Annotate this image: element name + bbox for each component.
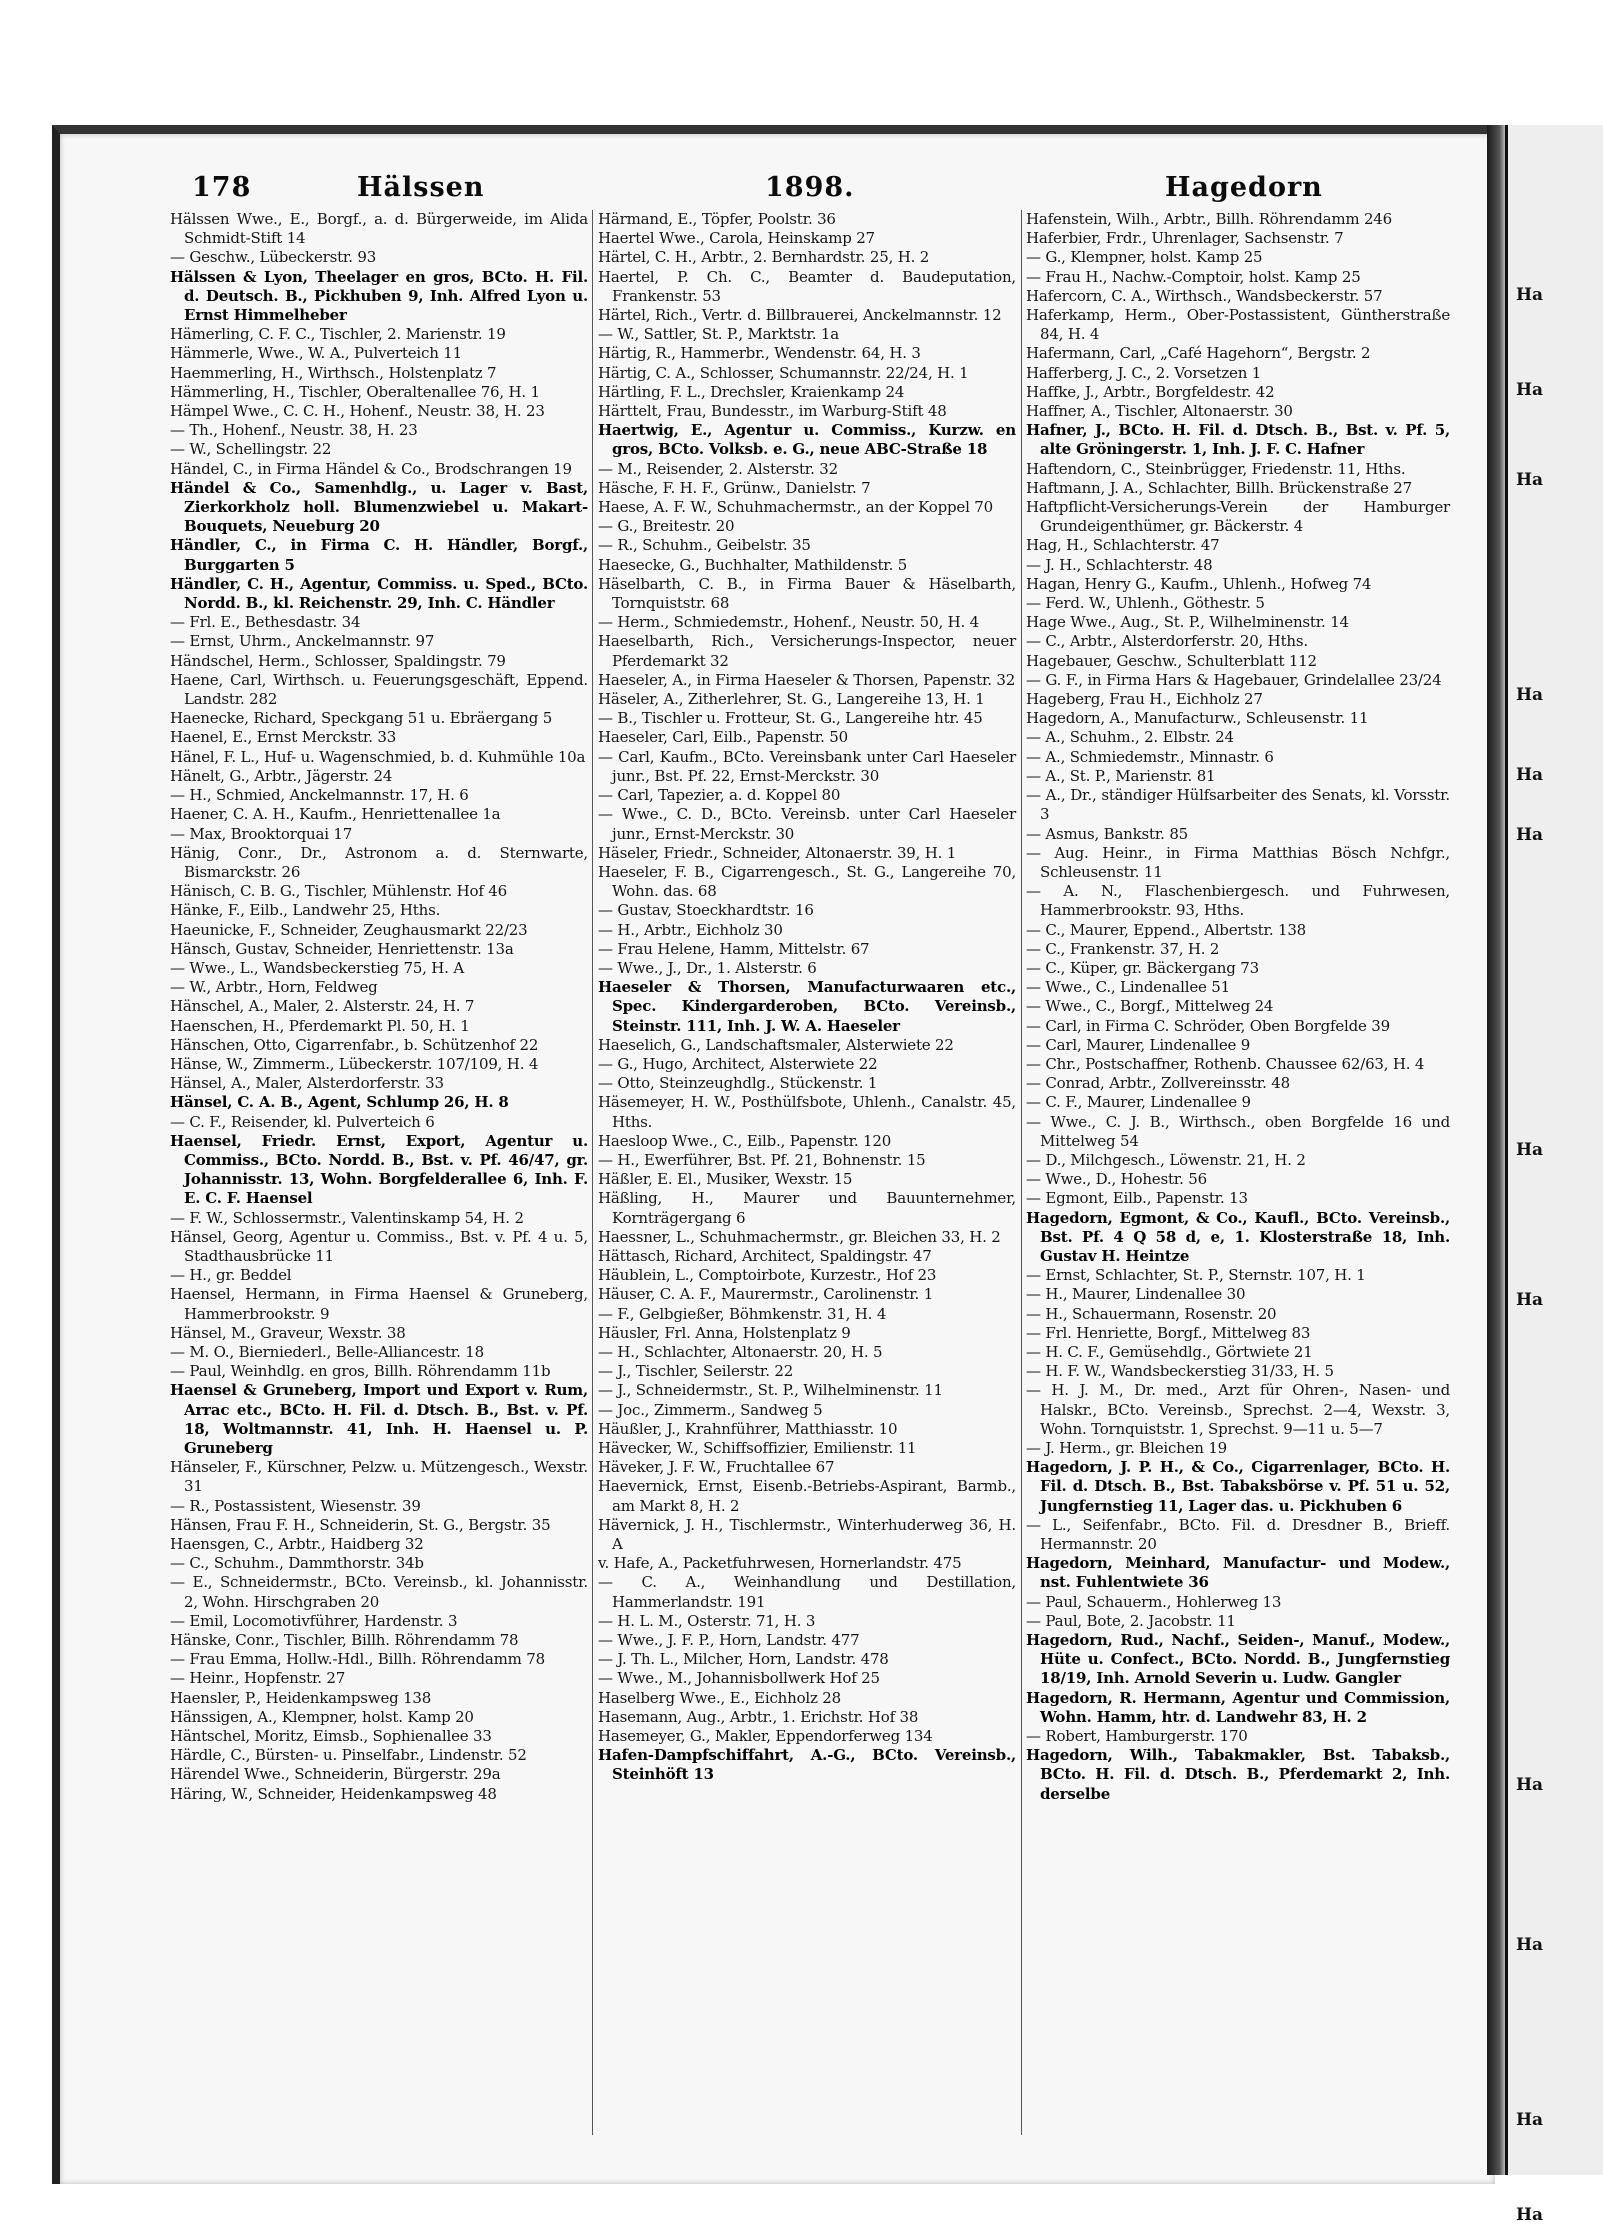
directory-entry: Hänsen, Frau F. H., Schneiderin, St. G., Bergstr. 35: [170, 1515, 551, 1534]
adjacent-page-fragment: Ha: [1516, 1140, 1544, 1160]
directory-entry: Härmand, E., Töpfer, Poolstr. 36: [598, 210, 836, 228]
directory-entry: Häublein, L., Comptoirbote, Kurzestr., Hof 23: [598, 1266, 937, 1285]
directory-entry: Haensgen, C., Arbtr., Haidberg 32: [170, 1535, 424, 1554]
directory-entry: — C., Küper, gr. Bäckergang 73: [1026, 958, 1259, 977]
directory-entry: — Th., Hohenf., Neustr. 38, H. 23: [170, 421, 418, 440]
directory-entry: Haenschen, H., Pferdemarkt Pl. 50, H. 1: [170, 1016, 470, 1035]
directory-entry: — G., Breitestr. 20: [598, 517, 735, 536]
directory-entry: Hämpel Wwe., C. C. H., Hohenf., Neustr. 38, H. 23: [170, 402, 545, 421]
directory-entry: — C. A., Weinhandlung und Destillation, Hammerlandstr. 191: [598, 1573, 1016, 1611]
directory-entry: — H. L. M., Osterstr. 71, H. 3: [598, 1611, 816, 1630]
directory-entry: Haeseler, Carl, Eilb., Papenstr. 50: [598, 728, 848, 747]
directory-entry: Hagedorn, R. Hermann, Agentur und Commission, Wohn. Hamm, htr. d. Landwehr 83, H. 2: [1026, 1688, 1450, 1726]
directory-entry: — W., Sattler, St. P., Marktstr. 1a: [598, 325, 839, 344]
directory-entry: — H. F. W., Wandsbeckerstieg 31/33, H. 5: [1026, 1362, 1334, 1381]
directory-entry: Hagedorn, Wilh., Tabakmakler, Bst. Tabaksb., BCto. H. Fil. d. Dtsch. B., Pferdemarkt 2, Inh. derselbe: [1026, 1746, 1450, 1803]
directory-entry: — Ernst, Schlachter, St. P., Sternstr. 107, H. 1: [1026, 1266, 1366, 1285]
adjacent-page-fragment: Ha: [1516, 685, 1544, 705]
directory-entry: Haenel, E., Ernst Merckstr. 33: [170, 728, 397, 747]
directory-entry: Hafercorn, C. A., Wirthsch., Wandsbeckerstr. 57: [1026, 286, 1383, 305]
directory-entry: — Emil, Locomotivführer, Hardenstr. 3: [170, 1611, 458, 1630]
header-left-keyword: Hälssen: [357, 172, 485, 203]
directory-entry: — Carl, in Firma C. Schröder, Oben Borgfelde 39: [1026, 1016, 1390, 1035]
directory-entry: — R., Schuhm., Geibelstr. 35: [598, 536, 811, 555]
directory-entry: Haeselich, G., Landschaftsmaler, Alsterwiete 22: [598, 1035, 954, 1054]
directory-entry: — G. F., in Firma Hars & Hagebauer, Grindelallee 23/24: [1026, 670, 1442, 689]
directory-entry: — Paul, Bote, 2. Jacobstr. 11: [1026, 1611, 1236, 1630]
adjacent-page-fragment: Ha: [1516, 470, 1544, 490]
directory-entry: Hänschel, A., Maler, 2. Alsterstr. 24, H. 7: [170, 997, 475, 1016]
directory-entry: — Herm., Schmiedemstr., Hohenf., Neustr. 50, H. 4: [598, 613, 979, 632]
directory-entry: Hänsch, Gustav, Schneider, Henriettenstr. 13a: [170, 939, 514, 958]
directory-entry: — A., Dr., ständiger Hülfsarbeiter des Senats, kl. Vorsstr. 3: [1026, 786, 1450, 824]
directory-entry: — L., Seifenfabr., BCto. Fil. d. Dresdner B., Brieff. Hermannstr. 20: [1026, 1515, 1450, 1554]
directory-entry: — Gustav, Stoeckhardtstr. 16: [598, 901, 814, 920]
directory-entry: — G., Klempner, holst. Kamp 25: [1026, 248, 1263, 267]
directory-entry: — Frl. Henriette, Borgf., Mittelweg 83: [1026, 1323, 1311, 1342]
directory-entry: — B., Tischler u. Frotteur, St. G., Langereihe htr. 45: [598, 709, 983, 728]
directory-entry: — E., Schneidermstr., BCto. Vereinsb., kl. Johannisstr. 2, Wohn. Hirschgraben 20: [170, 1573, 588, 1611]
directory-entry: Haene, Carl, Wirthsch. u. Feuerungsgeschäft, Eppend. Landstr. 282: [170, 670, 588, 709]
directory-entry: — Chr., Postschaffner, Rothenb. Chaussee 62/63, H. 4: [1026, 1054, 1425, 1073]
directory-entry: Haensel & Gruneberg, Import und Export v. Rum, Arrac etc., BCto. H. Fil. d. Dtsch. B., Bst. v. Pf. 18, Woltmannstr. 41, Inh. H. Haensel u. P. Gruneberg: [170, 1381, 588, 1457]
directory-entry: — H. J. M., Dr. med., Arzt für Ohren-, Nasen- und Halskr., BCto. Vereinsb., Sprechst. 2—4, Wexstr. 3, Wohn. Tornquiststr. 1, Sprechst. 9—11 u. 5—7: [1026, 1381, 1450, 1438]
directory-entry: — F. W., Schlossermstr., Valentinskamp 54, H. 2: [170, 1208, 524, 1227]
column-divider: [1021, 210, 1022, 2135]
directory-entry: — J., Schneidermstr., St. P., Wilhelminenstr. 11: [598, 1381, 943, 1400]
directory-entry: Hättasch, Richard, Architect, Spaldingstr. 47: [598, 1246, 932, 1265]
directory-entry: — Robert, Hamburgerstr. 170: [1026, 1727, 1248, 1746]
directory-column-2: [598, 210, 1016, 2160]
directory-entry: — H., Arbtr., Eichholz 30: [598, 920, 783, 939]
directory-entry: Hag, H., Schlachterstr. 47: [1026, 536, 1220, 555]
directory-entry: Hänsel, A., Maler, Alsterdorferstr. 33: [170, 1074, 444, 1093]
adjacent-page-fragment: Ha: [1516, 2110, 1544, 2130]
directory-entry: — W., Schellingstr. 22: [170, 440, 332, 459]
directory-entry: Haeseler, A., in Firma Haeseler & Thorsen, Papenstr. 32: [598, 670, 1016, 689]
directory-entry: Hänelt, G., Arbtr., Jägerstr. 24: [170, 766, 393, 785]
directory-entry: Hävecker, W., Schiffsoffizier, Emilienstr. 11: [598, 1439, 917, 1457]
directory-entry: — Wwe., M., Johannisbollwerk Hof 25: [598, 1669, 880, 1688]
directory-entry: Häseler, A., Zitherlehrer, St. G., Langereihe 13, H. 1: [598, 690, 985, 709]
directory-entry: Hage Wwe., Aug., St. P., Wilhelminenstr. 14: [1026, 613, 1349, 632]
directory-entry: Häring, W., Schneider, Heidenkampsweg 48: [170, 1784, 497, 1803]
directory-entry: Händschel, Herm., Schlosser, Spaldingstr. 79: [170, 651, 506, 670]
directory-entry: — W., Arbtr., Horn, Feldweg: [170, 978, 378, 997]
directory-entry: — Paul, Weinhdlg. en gros, Billh. Röhrendamm 11b: [170, 1362, 551, 1381]
directory-entry: — Aug. Heinr., in Firma Matthias Bösch Nchfgr., Schleusenstr. 11: [1026, 843, 1450, 881]
directory-entry: Häußler, J., Krahnführer, Matthiasstr. 10: [598, 1419, 898, 1438]
directory-entry: Haensel, Friedr. Ernst, Export, Agentur u. Commiss., BCto. Nordd. B., Bst. v. Pf. 46/47, gr. Johannisstr. 13, Wohn. Borgfelderallee 6, Inh. F. E. C. F. Haensel: [170, 1131, 588, 1208]
directory-entry: — H., Schmied, Anckelmannstr. 17, H. 6: [170, 786, 469, 805]
directory-entry: Hagedorn, J. P. H., & Co., Cigarrenlager, BCto. H. Fil. d. Dtsch. B., Bst. Tabaksbörse v. Pf. 51 u. 52, Jungfernstieg 11, Lager das. u. Pickhuben 6: [1026, 1458, 1450, 1515]
directory-entry: Hänke, F., Eilb., Landwehr 25, Hths.: [170, 901, 441, 920]
directory-entry: Haesloop Wwe., C., Eilb., Papenstr. 120: [598, 1131, 892, 1150]
directory-entry: Haener, C. A. H., Kaufm., Henriettenallee 1a: [170, 805, 501, 824]
directory-entry: Haffner, A., Tischler, Altonaerstr. 30: [1026, 402, 1293, 421]
directory-entry: Hagedorn, Egmont, & Co., Kaufl., BCto. Vereinsb., Bst. Pf. 4 Q 58 d, e, 1. Klosterstraße 18, Inh. Gustav H. Heintze: [1026, 1208, 1450, 1265]
directory-entry: Haferkamp, Herm., Ober-Postassistent, Güntherstraße 84, H. 4: [1026, 306, 1450, 344]
directory-entry: Hänsel, C. A. B., Agent, Schlump 26, H. 8: [170, 1093, 509, 1112]
directory-entry: — Paul, Schauerm., Hohlerweg 13: [1026, 1592, 1282, 1611]
directory-entry: — H., Ewerführer, Bst. Pf. 21, Bohnenstr. 15: [598, 1150, 926, 1169]
directory-entry: Hageberg, Frau H., Eichholz 27: [1026, 690, 1263, 709]
adjacent-page-fragment: Ha: [1516, 2205, 1544, 2225]
directory-entry: Händel, C., in Firma Händel & Co., Brodschrangen 19: [170, 459, 572, 478]
directory-entry: — Wwe., C., Lindenallee 51: [1026, 978, 1230, 997]
adjacent-page-fragment: Ha: [1516, 765, 1544, 785]
directory-entry: Haeseler & Thorsen, Manufacturwaaren etc., Spec. Kindergarderoben, BCto. Vereinsb., Steinstr. 111, Inh. J. W. A. Haeseler: [598, 978, 1016, 1035]
directory-entry: Häntschel, Moritz, Eimsb., Sophienallee 33: [170, 1727, 492, 1746]
directory-entry: — C. F., Reisender, kl. Pulverteich 6: [170, 1112, 435, 1131]
directory-entry: — J. Th. L., Milcher, Horn, Landstr. 478: [598, 1650, 889, 1669]
directory-entry: — Ferd. W., Uhlenh., Göthestr. 5: [1026, 594, 1265, 613]
directory-column-1: [170, 210, 588, 2160]
directory-entry: Hafenstein, Wilh., Arbtr., Billh. Röhrendamm 246: [1026, 210, 1392, 228]
directory-entry: Haenecke, Richard, Speckgang 51 u. Ebräergang 5: [170, 709, 553, 728]
directory-entry: — Frau H., Nachw.-Comptoir, holst. Kamp 25: [1026, 267, 1361, 286]
adjacent-page-fragment: Ha: [1516, 1935, 1544, 1955]
directory-entry: — H., Schauermann, Rosenstr. 20: [1026, 1304, 1277, 1323]
directory-entry: Haeseler, F. B., Cigarrengesch., St. G., Langereihe 70, Wohn. das. 68: [598, 862, 1016, 901]
directory-entry: Härtig, C. A., Schlosser, Schumannstr. 22/24, H. 1: [598, 363, 969, 382]
directory-entry: Händler, C. H., Agentur, Commiss. u. Sped., BCto. Nordd. B., kl. Reichenstr. 29, Inh. C. Händler: [170, 574, 588, 613]
directory-entry: Haeselbarth, Rich., Versicherungs-Inspector, neuer Pferdemarkt 32: [598, 632, 1016, 670]
directory-entry: Haesecke, G., Buchhalter, Mathildenstr. 5: [598, 555, 908, 574]
directory-entry: Haensel, Hermann, in Firma Haensel & Gruneberg, Hammerbrookstr. 9: [170, 1285, 588, 1323]
directory-entry: — Max, Brooktorquai 17: [170, 824, 353, 843]
directory-entry: — J. Herm., gr. Bleichen 19: [1026, 1439, 1228, 1457]
directory-entry: Hagedorn, Meinhard, Manufactur- und Modew., nst. Fuhlentwiete 36: [1026, 1554, 1450, 1592]
directory-entry: — Carl, Kaufm., BCto. Vereinsbank unter Carl Haeseler junr., Bst. Pf. 22, Ernst-Merckstr. 30: [598, 747, 1016, 785]
directory-entry: Hänske, Conr., Tischler, Billh. Röhrendamm 78: [170, 1631, 519, 1650]
book-gutter: [1487, 125, 1505, 2175]
directory-entry: — Frau Emma, Hollw.-Hdl., Billh. Röhrendamm 78: [170, 1650, 545, 1669]
directory-entry: Häseler, Friedr., Schneider, Altonaerstr. 39, H. 1: [598, 843, 957, 862]
directory-entry: — R., Postassistent, Wiesenstr. 39: [170, 1496, 421, 1515]
directory-entry: Hafen-Dampfschiffahrt, A.-G., BCto. Vereinsb., Steinhöft 13: [598, 1746, 1016, 1784]
directory-column-3: [1026, 210, 1450, 2160]
directory-entry: Haeunicke, F., Schneider, Zeughausmarkt 22/23: [170, 920, 528, 939]
directory-entry: — Wwe., L., Wandsbeckerstieg 75, H. A: [170, 958, 464, 977]
directory-entry: Häsemeyer, H. W., Posthülfsbote, Uhlenh., Canalstr. 45, Hths.: [598, 1093, 1016, 1131]
directory-entry: — H., Maurer, Lindenallee 30: [1026, 1285, 1246, 1304]
directory-entry: Härtel, Rich., Vertr. d. Billbrauerei, Anckelmannstr. 12: [598, 306, 1002, 325]
directory-entry: Hänsel, Georg, Agentur u. Commiss., Bst. v. Pf. 4 u. 5, Stadthausbrücke 11: [170, 1227, 588, 1265]
directory-entry: — M. O., Bierniederl., Belle-Alliancestr. 18: [170, 1342, 484, 1361]
directory-entry: Haselberg Wwe., E., Eichholz 28: [598, 1688, 841, 1707]
directory-entry: Haevernick, Ernst, Eisenb.-Betriebs-Aspirant, Barmb., am Markt 8, H. 2: [598, 1477, 1016, 1515]
directory-entry: — Heinr., Hopfenstr. 27: [170, 1669, 346, 1688]
directory-entry: Häßler, E. El., Musiker, Wexstr. 15: [598, 1170, 853, 1189]
directory-entry: — D., Milchgesch., Löwenstr. 21, H. 2: [1026, 1150, 1306, 1169]
directory-entry: Hälssen Wwe., E., Borgf., a. d. Bürgerweide, im Alida Schmidt-Stift 14: [170, 210, 588, 248]
directory-entry: — C., Schuhm., Dammthorstr. 34b: [170, 1554, 424, 1573]
directory-entry: — C. F., Maurer, Lindenallee 9: [1026, 1093, 1251, 1112]
directory-entry: Häuser, C. A. F., Maurermstr., Carolinenstr. 1: [598, 1285, 934, 1304]
directory-entry: — M., Reisender, 2. Alsterstr. 32: [598, 459, 838, 478]
directory-entry: — Carl, Maurer, Lindenallee 9: [1026, 1035, 1251, 1054]
directory-entry: Hämmerle, Wwe., W. A., Pulverteich 11: [170, 344, 462, 363]
directory-entry: Hänig, Conr., Dr., Astronom a. d. Sternwarte, Bismarckstr. 26: [170, 843, 588, 881]
directory-entry: — A. N., Flaschenbiergesch. und Fuhrwesen, Hammerbrookstr. 93, Hths.: [1026, 882, 1450, 920]
directory-entry: — Wwe., C. D., BCto. Vereinsb. unter Carl Haeseler junr., Ernst-Merckstr. 30: [598, 805, 1016, 843]
directory-entry: Härtling, F. L., Drechsler, Kraienkamp 24: [598, 382, 905, 401]
directory-entry: Härttelt, Frau, Bundesstr., im Warburg-Stift 48: [598, 402, 947, 421]
directory-entry: — A., St. P., Marienstr. 81: [1026, 766, 1216, 785]
adjacent-page-fragment: Ha: [1516, 1290, 1544, 1310]
adjacent-page-fragment: Ha: [1516, 1775, 1544, 1795]
directory-entry: — Wwe., C. J. B., Wirthsch., oben Borgfelde 16 und Mittelweg 54: [1026, 1112, 1450, 1150]
directory-entry: v. Hafe, A., Packetfuhrwesen, Hornerlandstr. 475: [598, 1554, 962, 1573]
directory-entry: — A., Schuhm., 2. Elbstr. 24: [1026, 728, 1234, 747]
directory-entry: — Wwe., J., Dr., 1. Alsterstr. 6: [598, 958, 817, 977]
directory-entry: Hänel, F. L., Huf- u. Wagenschmied, b. d. Kuhmühle 10a: [170, 747, 586, 766]
directory-entry: Hämmerling, H., Tischler, Oberaltenallee 76, H. 1: [170, 382, 540, 401]
directory-entry: — Wwe., C., Borgf., Mittelweg 24: [1026, 997, 1274, 1016]
directory-entry: — H., gr. Beddel: [170, 1266, 292, 1285]
directory-entry: Hänsel, M., Graveur, Wexstr. 38: [170, 1323, 406, 1342]
directory-entry: Häsche, F. H. F., Grünw., Danielstr. 7: [598, 478, 871, 497]
directory-entry: Hänssigen, A., Klempner, holst. Kamp 20: [170, 1707, 474, 1726]
directory-entry: Hasemann, Aug., Arbtr., 1. Erichstr. Hof 38: [598, 1707, 919, 1726]
directory-entry: Härendel Wwe., Schneiderin, Bürgerstr. 29a: [170, 1765, 501, 1784]
directory-entry: Hasemeyer, G., Makler, Eppendorferweg 134: [598, 1727, 933, 1746]
directory-entry: — Carl, Tapezier, a. d. Koppel 80: [598, 786, 841, 805]
directory-entry: — F., Gelbgießer, Böhmkenstr. 31, H. 4: [598, 1304, 887, 1323]
adjacent-page-fragment: Ha: [1516, 825, 1544, 845]
directory-entry: Haertel Wwe., Carola, Heinskamp 27: [598, 229, 875, 248]
directory-entry: Hafner, J., BCto. H. Fil. d. Dtsch. B., Bst. v. Pf. 5, alte Gröningerstr. 1, Inh. J. F. C. Hafner: [1026, 421, 1450, 459]
directory-entry: Hänse, W., Zimmerm., Lübeckerstr. 107/109, H. 4: [170, 1054, 539, 1073]
directory-entry: Härdle, C., Bürsten- u. Pinselfabr., Lindenstr. 52: [170, 1746, 527, 1765]
directory-entry: Händel & Co., Samenhdlg., u. Lager v. Bast, Zierkorkholz holl. Blumenzwiebel u. Makart-Bouquets, Neueburg 20: [170, 478, 588, 536]
directory-entry: — Frau Helene, Hamm, Mittelstr. 67: [598, 939, 870, 958]
directory-entry: Hämerling, C. F. C., Tischler, 2. Marienstr. 19: [170, 325, 506, 344]
directory-entry: Haftpflicht-Versicherungs-Verein der Hamburger Grundeigenthümer, gr. Bäckerstr. 4: [1026, 498, 1450, 536]
header-year: 1898.: [765, 172, 855, 203]
directory-entry: Haftmann, J. A., Schlachter, Billh. Brückenstraße 27: [1026, 478, 1412, 497]
directory-entry: Hävernick, J. H., Tischlermstr., Winterhuderweg 36, H. A: [598, 1515, 1016, 1554]
directory-entry: Händler, C., in Firma C. H. Händler, Borgf., Burggarten 5: [170, 536, 588, 574]
directory-entry: — Joc., Zimmerm., Sandweg 5: [598, 1400, 823, 1419]
directory-entry: — Wwe., D., Hohestr. 56: [1026, 1170, 1207, 1189]
directory-entry: — Frl. E., Bethesdastr. 34: [170, 613, 361, 632]
directory-entry: Hänschen, Otto, Cigarrenfabr., b. Schützenhof 22: [170, 1035, 539, 1054]
directory-entry: Hagebauer, Geschw., Schulterblatt 112: [1026, 651, 1317, 670]
directory-entry: Häusler, Frl. Anna, Holstenplatz 9: [598, 1323, 851, 1342]
directory-entry: — C., Maurer, Eppend., Albertstr. 138: [1026, 920, 1307, 939]
page-number: 178: [192, 172, 252, 203]
directory-entry: — J., Tischler, Seilerstr. 22: [598, 1362, 794, 1381]
directory-entry: Haemmerling, H., Wirthsch., Holstenplatz 7: [170, 363, 497, 382]
directory-entry: — C., Frankenstr. 37, H. 2: [1026, 939, 1220, 958]
directory-entry: Härtig, R., Hammerbr., Wendenstr. 64, H. 3: [598, 344, 921, 363]
adjacent-page-fragment: Ha: [1516, 380, 1544, 400]
directory-entry: Härtel, C. H., Arbtr., 2. Bernhardstr. 25, H. 2: [598, 248, 930, 267]
directory-entry: Haertwig, E., Agentur u. Commiss., Kurzw. en gros, BCto. Volksb. e. G., neue ABC-Straße 18: [598, 421, 1016, 459]
directory-entry: Häselbarth, C. B., in Firma Bauer & Häselbarth, Tornquiststr. 68: [598, 574, 1016, 613]
directory-entry: — Asmus, Bankstr. 85: [1026, 824, 1189, 843]
directory-entry: Haertel, P. Ch. C., Beamter d. Baudeputation, Frankenstr. 53: [598, 267, 1016, 305]
directory-entry: — Conrad, Arbtr., Zollvereinsstr. 48: [1026, 1074, 1290, 1093]
directory-entry: Hafermann, Carl, „Café Hagehorn“, Bergstr. 2: [1026, 344, 1371, 363]
directory-entry: — Wwe., J. F. P., Horn, Landstr. 477: [598, 1631, 860, 1650]
directory-entry: — G., Hugo, Architect, Alsterwiete 22: [598, 1054, 878, 1073]
directory-entry: — Egmont, Eilb., Papenstr. 13: [1026, 1189, 1248, 1208]
directory-entry: Haftendorn, C., Steinbrügger, Friedenstr. 11, Hths.: [1026, 459, 1406, 478]
directory-entry: — J. H., Schlachterstr. 48: [1026, 555, 1213, 574]
directory-entry: Hagedorn, A., Manufacturw., Schleusenstr. 11: [1026, 709, 1369, 728]
directory-entry: — Otto, Steinzeughdlg., Stückenstr. 1: [598, 1074, 878, 1093]
adjacent-page-edge: [1505, 125, 1603, 2225]
directory-entry: Hänseler, F., Kürschner, Pelzw. u. Mützengesch., Wexstr. 31: [170, 1458, 588, 1496]
directory-entry: Hälssen & Lyon, Theelager en gros, BCto. H. Fil. d. Deutsch. B., Pickhuben 9, Inh. Alfred Lyon u. Ernst Himmelheber: [170, 267, 588, 325]
directory-entry: — Ernst, Uhrm., Anckelmannstr. 97: [170, 632, 435, 651]
column-divider: [592, 210, 593, 2135]
directory-entry: Haese, A. F. W., Schuhmachermstr., an der Koppel 70: [598, 498, 993, 517]
directory-entry: Haensler, P., Heidenkampsweg 138: [170, 1688, 432, 1707]
directory-entry: — Geschw., Lübeckerstr. 93: [170, 248, 377, 267]
directory-entry: Haferbier, Frdr., Uhrenlager, Sachsenstr. 7: [1026, 229, 1344, 248]
directory-entry: Häßling, H., Maurer und Bauunternehmer, Kornträgergang 6: [598, 1189, 1016, 1227]
directory-entry: Hagedorn, Rud., Nachf., Seiden-, Manuf., Modew., Hüte u. Confect., BCto. Nordd. B., Jungfernstieg 18/19, Inh. Arnold Severin u. Ludw. Gangler: [1026, 1631, 1450, 1688]
directory-entry: — H., Schlachter, Altonaerstr. 20, H. 5: [598, 1342, 883, 1361]
directory-entry: Hänisch, C. B. G., Tischler, Mühlenstr. Hof 46: [170, 882, 507, 901]
directory-entry: — C., Arbtr., Alsterdorferstr. 20, Hths.: [1026, 632, 1308, 651]
directory-entry: Haffke, J., Arbtr., Borgfeldestr. 42: [1026, 382, 1275, 401]
directory-entry: Häveker, J. F. W., Fruchtallee 67: [598, 1458, 835, 1477]
directory-entry: Haessner, L., Schuhmachermstr., gr. Bleichen 33, H. 2: [598, 1227, 1001, 1246]
directory-entry: — H. C. F., Gemüsehdlg., Görtwiete 21: [1026, 1342, 1313, 1361]
header-right-keyword: Hagedorn: [1165, 172, 1323, 203]
directory-entry: Hagan, Henry G., Kaufm., Uhlenh., Hofweg 74: [1026, 574, 1372, 593]
adjacent-page-fragment: Ha: [1516, 285, 1544, 305]
directory-entry: — A., Schmiedemstr., Minnastr. 6: [1026, 747, 1274, 766]
directory-entry: Hafferberg, J. C., 2. Vorsetzen 1: [1026, 363, 1262, 382]
